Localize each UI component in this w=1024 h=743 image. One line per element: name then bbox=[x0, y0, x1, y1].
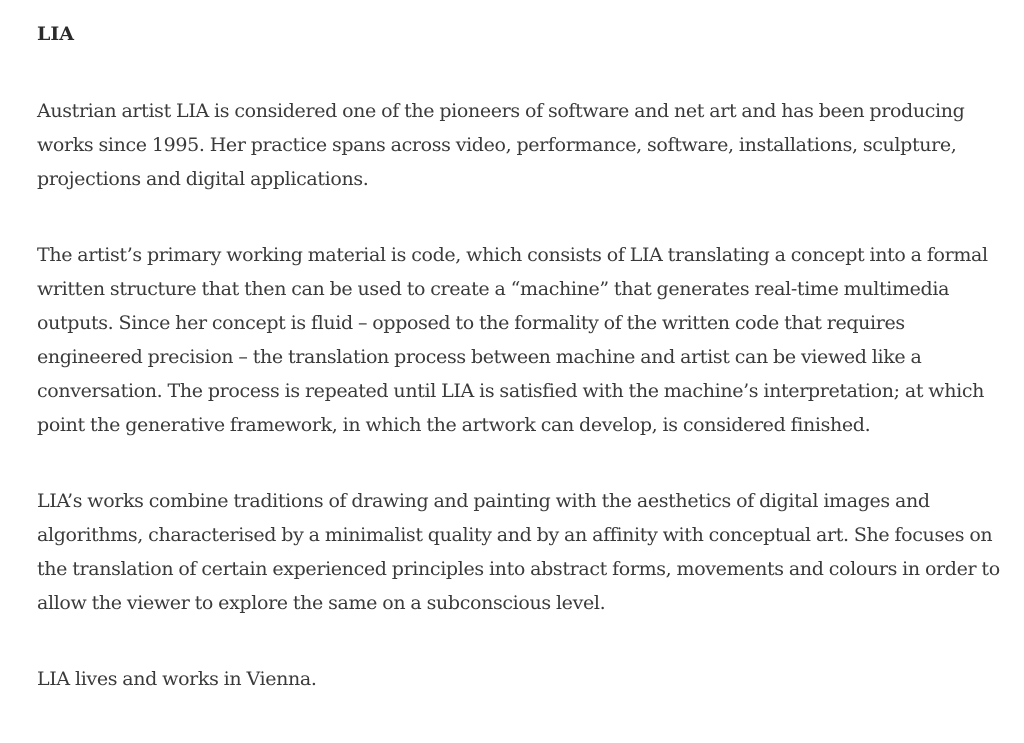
artist-biography bbox=[37, 20, 1007, 696]
artist-name-heading: LIA bbox=[37, 23, 74, 45]
bio-paragraph-location: LIA lives and works in Vienna. bbox=[37, 668, 317, 690]
bio-paragraph-practice: The artist’s primary working material is code, which consists of LIA translating a concept into a formal written structure that then can be used to create a “machine” that generates real-time multimedia outputs. Since her concept is fluid – opposed to the formality of the written code that requires engineered precision – the translation process between machine and artist can be viewed like a conversation. The process is repeated until LIA is satisfied with the machine’s interpretation; at which point the generative framework, in which the artwork can develop, is considered finished. bbox=[37, 244, 988, 436]
bio-paragraph-intro: Austrian artist LIA is considered one of the pioneers of software and net art and has been producing works since 1995. Her practice spans across video, performance, software, installations, sculpture, projections and digital applications. bbox=[37, 100, 965, 190]
bio-paragraph-aesthetics: LIA’s works combine traditions of drawing and painting with the aesthetics of digital images and algorithms, characterised by a minimalist quality and by an affinity with conceptual art. She focuses on the translation of certain experienced principles into abstract forms, movements and colours in order to allow the viewer to explore the same on a subconscious level. bbox=[37, 490, 1000, 614]
